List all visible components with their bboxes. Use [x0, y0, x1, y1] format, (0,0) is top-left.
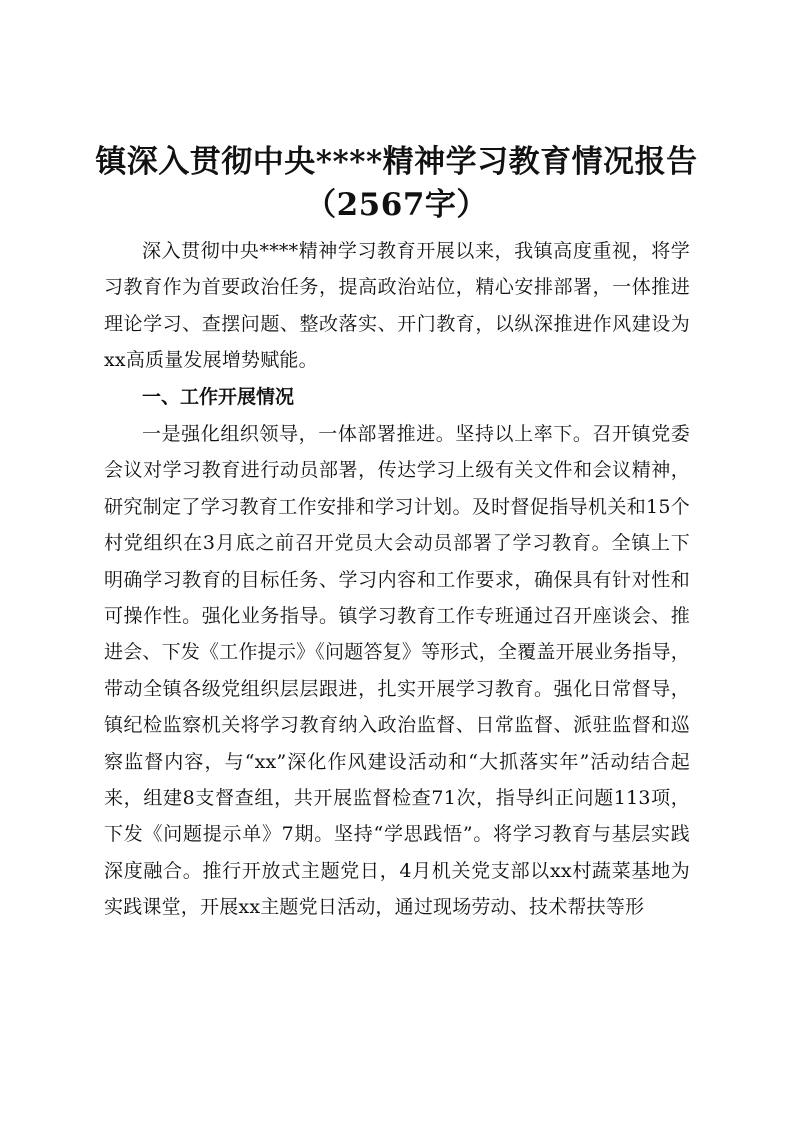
section-paragraph: 一是强化组织领导，一体部署推进。坚持以上率下。召开镇党委会议对学习教育进行动员部署，传达学习上级有关文件和会议精神，研究制定了学习教育工作安排和学习计划。及时督促指导机关和15个村党组织在3月底之前召开党员大会动员部署了学习教育。全镇上下明确学习教育的目标任务、学习内容和工作要求，确保具有针对性和可操作性。强化业务指导。镇学习教育工作专班通过召开座谈会、推进会、下发《工作提示》《问题答复》等形式，全覆盖开展业务指导，带动全镇各级党组织层层跟进，扎实开展学习教育。强化日常督导，镇纪检监察机关将学习教育纳入政治监督、日常监督、派驻监督和巡察监督内容，与“xx”深化作风建设活动和“大抓落实年”活动结合起来，组建8支督查组，共开展监督检查71次，指导纠正问题113项，下发《问题提示单》7期。坚持“学思践悟”。将学习教育与基层实践深度融合。推行开放式主题党日，4月机关党支部以xx村蔬菜基地为实践课堂，开展xx主题党日活动，通过现场劳动、技术帮扶等形 — [104, 423, 690, 919]
section-work-progress — [104, 378, 690, 926]
document-title: 镇深入贯彻中央****精神学习教育情况报告 — [95, 144, 698, 180]
document-subtitle: （2567字） — [305, 187, 488, 223]
section-heading: 一、工作开展情况 — [142, 386, 295, 408]
intro-block — [104, 233, 690, 379]
intro-paragraph: 深入贯彻中央****精神学习教育开展以来，我镇高度重视，将学习教育作为首要政治任务，提高政治站位，精心安排部署，一体推进理论学习、查摆问题、整改落实、开门教育，以纵深推进作风建设为xx高质量发展增势赋能。 — [104, 240, 690, 372]
